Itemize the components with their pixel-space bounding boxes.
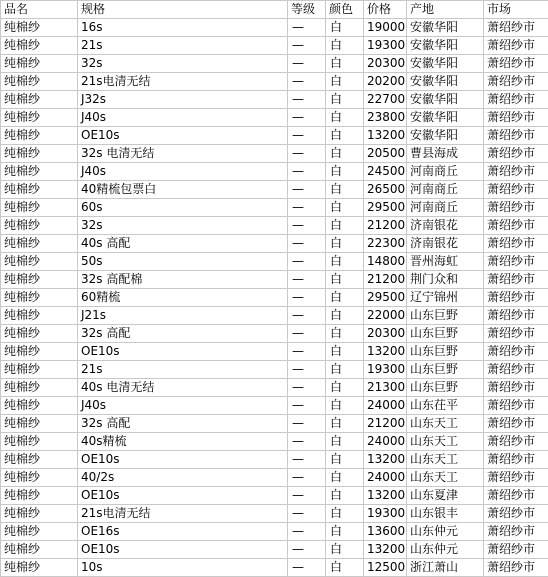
cell-grade: — [288,397,326,415]
cell-product-name: 纯棉纱 [1,415,78,433]
cell-market: 萧绍纱市 [484,523,548,541]
cell-price: 24000 [364,397,407,415]
cell-color: 白 [326,253,364,271]
cell-market: 萧绍纱市 [484,541,548,559]
cell-grade: — [288,505,326,523]
table-header [1,1,548,19]
header-color: 颜色 [326,1,364,19]
table-row [1,145,548,163]
cell-spec: 21s [78,361,288,379]
table-row [1,109,548,127]
cell-market: 萧绍纱市 [484,91,548,109]
cell-spec: 60s [78,199,288,217]
cell-color: 白 [326,37,364,55]
cell-spec: 21s [78,37,288,55]
header-product-name: 品名 [1,1,78,19]
cell-product-name: 纯棉纱 [1,361,78,379]
cell-spec: 32s 高配棉 [78,271,288,289]
cell-grade: — [288,253,326,271]
table-row [1,523,548,541]
cell-price: 24000 [364,469,407,487]
table-row [1,217,548,235]
cell-grade: — [288,199,326,217]
cell-market: 萧绍纱市 [484,109,548,127]
cell-product-name: 纯棉纱 [1,91,78,109]
cell-market: 萧绍纱市 [484,451,548,469]
header-grade: 等级 [288,1,326,19]
cell-product-name: 纯棉纱 [1,127,78,145]
cell-price: 13200 [364,487,407,505]
cell-origin: 山东巨野 [407,325,484,343]
cell-product-name: 纯棉纱 [1,73,78,91]
cell-price: 22000 [364,307,407,325]
table-row [1,469,548,487]
cell-grade: — [288,19,326,37]
cell-origin: 安徽华阳 [407,37,484,55]
cell-market: 萧绍纱市 [484,361,548,379]
header-market: 市场 [484,1,548,19]
cell-origin: 山东巨野 [407,343,484,361]
cell-color: 白 [326,127,364,145]
cell-spec: 40s 高配 [78,235,288,253]
cell-color: 白 [326,415,364,433]
cell-market: 萧绍纱市 [484,379,548,397]
cell-spec: J40s [78,109,288,127]
cell-product-name: 纯棉纱 [1,55,78,73]
cell-grade: — [288,469,326,487]
cell-market: 萧绍纱市 [484,271,548,289]
cell-market: 萧绍纱市 [484,307,548,325]
cell-color: 白 [326,379,364,397]
cell-grade: — [288,91,326,109]
cell-origin: 荆门众和 [407,271,484,289]
cell-product-name: 纯棉纱 [1,343,78,361]
cell-grade: — [288,217,326,235]
cell-market: 萧绍纱市 [484,487,548,505]
cell-price: 29500 [364,199,407,217]
cell-spec: 32s 高配 [78,415,288,433]
cell-product-name: 纯棉纱 [1,145,78,163]
cell-grade: — [288,37,326,55]
cell-product-name: 纯棉纱 [1,469,78,487]
cell-market: 萧绍纱市 [484,199,548,217]
cell-origin: 山东巨野 [407,379,484,397]
table-row [1,181,548,199]
cell-product-name: 纯棉纱 [1,487,78,505]
cell-color: 白 [326,433,364,451]
cell-price: 13200 [364,343,407,361]
table-row [1,487,548,505]
cell-origin: 河南商丘 [407,199,484,217]
table-row [1,505,548,523]
cell-origin: 安徽华阳 [407,73,484,91]
cell-product-name: 纯棉纱 [1,289,78,307]
cell-grade: — [288,433,326,451]
cell-market: 萧绍纱市 [484,559,548,577]
cell-color: 白 [326,289,364,307]
table-row [1,19,548,37]
cell-price: 19300 [364,505,407,523]
cell-product-name: 纯棉纱 [1,199,78,217]
cell-market: 萧绍纱市 [484,415,548,433]
cell-product-name: 纯棉纱 [1,523,78,541]
header-spec: 规格 [78,1,288,19]
cell-price: 21200 [364,415,407,433]
cell-market: 萧绍纱市 [484,181,548,199]
cell-market: 萧绍纱市 [484,235,548,253]
cell-spec: OE10s [78,343,288,361]
cell-grade: — [288,379,326,397]
table-row [1,541,548,559]
cell-price: 19300 [364,361,407,379]
cell-product-name: 纯棉纱 [1,163,78,181]
cell-spec: 10s [78,559,288,577]
cell-color: 白 [326,325,364,343]
cell-market: 萧绍纱市 [484,469,548,487]
cell-grade: — [288,163,326,181]
cell-spec: 16s [78,19,288,37]
cell-spec: 32s 高配 [78,325,288,343]
cell-origin: 安徽华阳 [407,127,484,145]
cell-grade: — [288,55,326,73]
cell-color: 白 [326,217,364,235]
cell-grade: — [288,127,326,145]
header-origin: 产地 [407,1,484,19]
cell-spec: OE10s [78,541,288,559]
cell-color: 白 [326,469,364,487]
cell-color: 白 [326,91,364,109]
cell-color: 白 [326,271,364,289]
cell-origin: 山东巨野 [407,361,484,379]
cell-price: 13200 [364,451,407,469]
cell-color: 白 [326,487,364,505]
cell-market: 萧绍纱市 [484,37,548,55]
cell-market: 萧绍纱市 [484,55,548,73]
cell-product-name: 纯棉纱 [1,451,78,469]
cell-market: 萧绍纱市 [484,217,548,235]
cell-product-name: 纯棉纱 [1,559,78,577]
cell-grade: — [288,487,326,505]
table-row [1,37,548,55]
table-row [1,307,548,325]
table-row [1,253,548,271]
cell-color: 白 [326,199,364,217]
cell-color: 白 [326,343,364,361]
table-row [1,325,548,343]
cell-price: 20300 [364,55,407,73]
cell-origin: 晋州海虹 [407,253,484,271]
cell-grade: — [288,181,326,199]
cell-market: 萧绍纱市 [484,145,548,163]
table-row [1,127,548,145]
cell-origin: 安徽华阳 [407,19,484,37]
cell-grade: — [288,451,326,469]
cell-market: 萧绍纱市 [484,433,548,451]
cell-market: 萧绍纱市 [484,163,548,181]
cell-origin: 辽宁锦州 [407,289,484,307]
cell-grade: — [288,73,326,91]
cell-price: 21300 [364,379,407,397]
cell-grade: — [288,235,326,253]
table-row [1,271,548,289]
cell-price: 23800 [364,109,407,127]
cell-price: 19300 [364,37,407,55]
cell-origin: 山东仲元 [407,541,484,559]
table-body [1,19,548,577]
cell-spec: J21s [78,307,288,325]
cell-grade: — [288,307,326,325]
cell-origin: 浙江萧山 [407,559,484,577]
cell-origin: 山东天工 [407,469,484,487]
cell-spec: J32s [78,91,288,109]
cell-price: 14800 [364,253,407,271]
cell-spec: 40精梳包票白 [78,181,288,199]
cell-price: 20300 [364,325,407,343]
cell-price: 24500 [364,163,407,181]
cell-price: 19000 [364,19,407,37]
cell-origin: 山东巨野 [407,307,484,325]
cell-color: 白 [326,451,364,469]
cell-spec: 32s 电清无结 [78,145,288,163]
cell-spec: OE16s [78,523,288,541]
cell-spec: OE10s [78,451,288,469]
cell-grade: — [288,271,326,289]
cell-grade: — [288,361,326,379]
cell-origin: 济南银花 [407,235,484,253]
cell-origin: 山东茌平 [407,397,484,415]
cell-spec: 21s电清无结 [78,73,288,91]
cell-grade: — [288,415,326,433]
cell-origin: 安徽华阳 [407,55,484,73]
table-row [1,199,548,217]
cell-price: 22700 [364,91,407,109]
cell-color: 白 [326,109,364,127]
cell-origin: 济南银花 [407,217,484,235]
table-row [1,451,548,469]
table-row [1,163,548,181]
cell-grade: — [288,559,326,577]
cell-spec: 40s精梳 [78,433,288,451]
cell-market: 萧绍纱市 [484,289,548,307]
cell-grade: — [288,289,326,307]
cell-market: 萧绍纱市 [484,19,548,37]
cell-price: 29500 [364,289,407,307]
cell-price: 12500 [364,559,407,577]
cell-price: 13200 [364,127,407,145]
cell-spec: 40/2s [78,469,288,487]
cell-product-name: 纯棉纱 [1,379,78,397]
cell-product-name: 纯棉纱 [1,325,78,343]
cell-origin: 河南商丘 [407,181,484,199]
cell-color: 白 [326,523,364,541]
cell-spec: 21s电清无结 [78,505,288,523]
cell-price: 13200 [364,541,407,559]
cell-origin: 安徽华阳 [407,109,484,127]
cell-origin: 山东银丰 [407,505,484,523]
cell-market: 萧绍纱市 [484,505,548,523]
cell-product-name: 纯棉纱 [1,109,78,127]
cell-price: 20200 [364,73,407,91]
cell-product-name: 纯棉纱 [1,235,78,253]
cell-price: 21200 [364,271,407,289]
cell-grade: — [288,325,326,343]
cell-grade: — [288,343,326,361]
cell-color: 白 [326,235,364,253]
cell-grade: — [288,523,326,541]
cell-price: 13600 [364,523,407,541]
cell-market: 萧绍纱市 [484,325,548,343]
cell-product-name: 纯棉纱 [1,37,78,55]
table-row [1,361,548,379]
cell-origin: 山东天工 [407,433,484,451]
cell-product-name: 纯棉纱 [1,397,78,415]
table-row [1,73,548,91]
cell-spec: J40s [78,397,288,415]
cell-product-name: 纯棉纱 [1,217,78,235]
cell-origin: 安徽华阳 [407,91,484,109]
cell-grade: — [288,109,326,127]
cell-market: 萧绍纱市 [484,253,548,271]
table-row [1,379,548,397]
cell-price: 22300 [364,235,407,253]
table-row [1,415,548,433]
cell-color: 白 [326,181,364,199]
table-row [1,433,548,451]
cell-color: 白 [326,307,364,325]
cell-spec: J40s [78,163,288,181]
cell-spec: OE10s [78,127,288,145]
cell-origin: 曹县海成 [407,145,484,163]
cell-color: 白 [326,19,364,37]
cell-market: 萧绍纱市 [484,397,548,415]
cell-product-name: 纯棉纱 [1,19,78,37]
cell-color: 白 [326,361,364,379]
cell-price: 21200 [364,217,407,235]
table-row [1,289,548,307]
cell-origin: 山东天工 [407,451,484,469]
cell-origin: 山东仲元 [407,523,484,541]
cell-color: 白 [326,541,364,559]
cell-spec: 50s [78,253,288,271]
cell-spec: 40s 电清无结 [78,379,288,397]
cell-color: 白 [326,163,364,181]
cell-origin: 河南商丘 [407,163,484,181]
cell-color: 白 [326,397,364,415]
cell-color: 白 [326,73,364,91]
cell-price: 20500 [364,145,407,163]
table-row [1,91,548,109]
cell-spec: 32s [78,55,288,73]
cell-market: 萧绍纱市 [484,127,548,145]
cell-color: 白 [326,559,364,577]
cell-price: 26500 [364,181,407,199]
table-row [1,235,548,253]
cell-color: 白 [326,55,364,73]
cell-price: 24000 [364,433,407,451]
cell-product-name: 纯棉纱 [1,505,78,523]
cell-product-name: 纯棉纱 [1,307,78,325]
cell-grade: — [288,541,326,559]
cell-color: 白 [326,145,364,163]
cell-product-name: 纯棉纱 [1,541,78,559]
cell-spec: OE10s [78,487,288,505]
cell-market: 萧绍纱市 [484,73,548,91]
header-row [1,1,548,19]
table-row [1,397,548,415]
table-row [1,343,548,361]
cell-product-name: 纯棉纱 [1,181,78,199]
cell-color: 白 [326,505,364,523]
cell-product-name: 纯棉纱 [1,433,78,451]
cell-product-name: 纯棉纱 [1,271,78,289]
header-price: 价格 [364,1,407,19]
table-row [1,55,548,73]
cell-spec: 32s [78,217,288,235]
cell-spec: 60精梳 [78,289,288,307]
table-row [1,559,548,577]
cell-origin: 山东夏津 [407,487,484,505]
cell-market: 萧绍纱市 [484,343,548,361]
cell-grade: — [288,145,326,163]
cell-origin: 山东天工 [407,415,484,433]
cell-product-name: 纯棉纱 [1,253,78,271]
